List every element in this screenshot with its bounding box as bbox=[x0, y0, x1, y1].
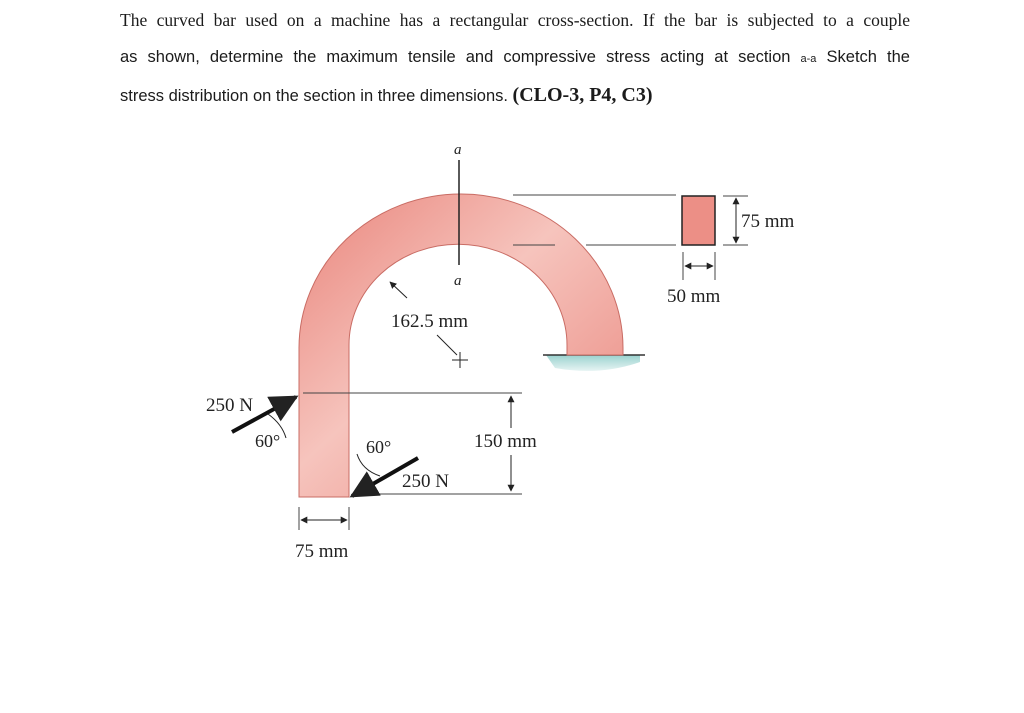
problem-line-3-text: stress distribution on the section in three dimensions. bbox=[120, 87, 508, 105]
cross-section bbox=[682, 196, 715, 245]
problem-line-1: The curved bar used on a machine has a rectangular cross-section. If the bar is subjected to a couple bbox=[120, 10, 910, 30]
radius-line-lower bbox=[437, 335, 457, 355]
clo-tag: (CLO-3, P4, C3) bbox=[512, 84, 653, 106]
bar-width-label: 75 mm bbox=[295, 541, 349, 562]
cross-height-label: 75 mm bbox=[741, 211, 795, 232]
section-label-bottom: a bbox=[454, 273, 462, 289]
section-label-top: a bbox=[454, 142, 462, 158]
force-left-label: 250 N bbox=[206, 395, 253, 416]
vertical-dim-label: 150 mm bbox=[474, 431, 537, 452]
problem-line-2-end: Sketch the bbox=[826, 47, 910, 66]
force-right-label: 250 N bbox=[402, 471, 449, 492]
cross-width-label: 50 mm bbox=[667, 286, 721, 307]
angle-left-label: 60° bbox=[255, 431, 281, 451]
angle-arc-right bbox=[357, 454, 380, 476]
curved-bar bbox=[299, 194, 623, 497]
problem-line-2-text: as shown, determine the maximum tensile and compressive stress acting at section bbox=[120, 47, 791, 66]
section-reference: a-a bbox=[800, 52, 817, 65]
radius-line-upper bbox=[390, 282, 407, 298]
radius-label: 162.5 mm bbox=[391, 311, 469, 332]
fixed-support bbox=[546, 355, 640, 371]
angle-right-label: 60° bbox=[366, 437, 392, 457]
